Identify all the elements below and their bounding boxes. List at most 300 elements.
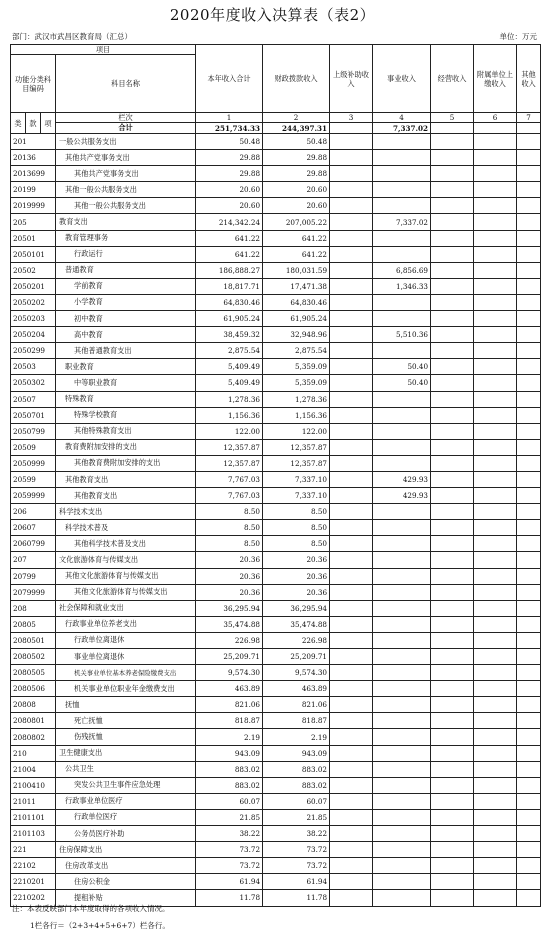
row-col7: [517, 826, 541, 842]
row-col3: [330, 182, 373, 198]
row-col7: [517, 391, 541, 407]
row-code: 221: [11, 842, 56, 858]
row-col6: [474, 407, 517, 423]
row-col1: 214,342.24: [196, 214, 263, 230]
row-col2: 7,337.10: [263, 488, 330, 504]
row-col3: [330, 455, 373, 471]
row-col7: [517, 632, 541, 648]
row-col5: [431, 761, 474, 777]
row-col1: 1,156.36: [196, 407, 263, 423]
row-col7: [517, 343, 541, 359]
row-subject-name: 其他教育费附加安排的支出: [56, 455, 196, 471]
row-col1: 20.60: [196, 182, 263, 198]
row-col4: [373, 890, 431, 906]
row-code: 21011: [11, 793, 56, 809]
row-col2: 38.22: [263, 826, 330, 842]
row-col7: [517, 262, 541, 278]
row-subject-name: 社会保障和就业支出: [56, 600, 196, 616]
row-col2: 1,156.36: [263, 407, 330, 423]
row-col1: 641.22: [196, 246, 263, 262]
row-col3: [330, 842, 373, 858]
row-code: 205: [11, 214, 56, 230]
row-col4: [373, 150, 431, 166]
row-subject-name: 普通教育: [56, 262, 196, 278]
row-col4: [373, 423, 431, 439]
row-col2: 180,031.59: [263, 262, 330, 278]
row-col3: [330, 311, 373, 327]
row-col4: 429.93: [373, 471, 431, 487]
row-col4: [373, 793, 431, 809]
row-col3: [330, 729, 373, 745]
table-row: [11, 616, 541, 632]
row-code: 2080506: [11, 681, 56, 697]
header-col1: 本年收入合计: [196, 45, 263, 113]
table-row: [11, 166, 541, 182]
table-row: [11, 649, 541, 665]
row-col4: [373, 294, 431, 310]
row-subject-name: 死亡抚恤: [56, 713, 196, 729]
table-row: [11, 439, 541, 455]
row-col2: 818.87: [263, 713, 330, 729]
row-col5: [431, 890, 474, 906]
row-subject-name: 中等职业教育: [56, 375, 196, 391]
row-col7: [517, 375, 541, 391]
row-col2: 64,830.46: [263, 294, 330, 310]
row-col4: [373, 632, 431, 648]
row-col6: [474, 584, 517, 600]
row-col3: [330, 166, 373, 182]
row-code: 20502: [11, 262, 56, 278]
row-code: 2079999: [11, 584, 56, 600]
row-code: 2050999: [11, 455, 56, 471]
row-col5: [431, 407, 474, 423]
row-col1: 5,409.49: [196, 375, 263, 391]
row-col4: [373, 391, 431, 407]
row-col5: [431, 777, 474, 793]
row-subject-name: 其他文化旅游体育与传媒支出: [56, 568, 196, 584]
row-col6: [474, 504, 517, 520]
row-col6: [474, 520, 517, 536]
footnote-1: 注：本表反映部门本年度取得的各项收入情况。: [12, 904, 170, 913]
row-col6: [474, 600, 517, 616]
table-row: [11, 504, 541, 520]
row-col2: 821.06: [263, 697, 330, 713]
row-subject-name: 机关事业单位职业年金缴费支出: [56, 681, 196, 697]
row-col7: [517, 423, 541, 439]
row-col4: 50.40: [373, 359, 431, 375]
table-row: [11, 793, 541, 809]
row-col7: [517, 246, 541, 262]
row-col2: 73.72: [263, 842, 330, 858]
row-col4: 5,510.36: [373, 327, 431, 343]
table-row: [11, 809, 541, 825]
row-col6: [474, 182, 517, 198]
total-col3: [330, 123, 373, 134]
row-col1: 20.60: [196, 198, 263, 214]
row-col2: 61,905.24: [263, 311, 330, 327]
row-col1: 20.36: [196, 552, 263, 568]
row-col5: [431, 584, 474, 600]
table-row: [11, 777, 541, 793]
row-col5: [431, 826, 474, 842]
row-subject-name: 特殊教育: [56, 391, 196, 407]
row-col1: 60.07: [196, 793, 263, 809]
row-subject-name: 机关事业单位基本养老保险缴费支出: [56, 665, 196, 681]
row-col6: [474, 681, 517, 697]
row-col7: [517, 552, 541, 568]
row-code: 2080505: [11, 665, 56, 681]
row-col5: [431, 874, 474, 890]
row-subject-name: 科学技术普及: [56, 520, 196, 536]
row-col4: [373, 874, 431, 890]
row-col3: [330, 584, 373, 600]
row-col5: [431, 665, 474, 681]
row-col6: [474, 890, 517, 906]
row-col6: [474, 874, 517, 890]
row-subject-name: 住房改革支出: [56, 858, 196, 874]
row-col1: 20.36: [196, 584, 263, 600]
table-row: [11, 311, 541, 327]
row-col6: [474, 488, 517, 504]
row-col6: [474, 150, 517, 166]
row-col6: [474, 198, 517, 214]
row-subject-name: 公务员医疗补助: [56, 826, 196, 842]
col-index-4: 4: [373, 113, 431, 123]
row-col7: [517, 649, 541, 665]
row-col3: [330, 343, 373, 359]
table-row: [11, 327, 541, 343]
row-col5: [431, 311, 474, 327]
row-col1: 20.36: [196, 568, 263, 584]
row-col4: [373, 198, 431, 214]
row-col2: 2,875.54: [263, 343, 330, 359]
row-subject-name: 行政事业单位养老支出: [56, 616, 196, 632]
row-col7: [517, 311, 541, 327]
header-lanci: 栏次: [56, 113, 196, 123]
row-col1: 8.50: [196, 520, 263, 536]
table-row: [11, 761, 541, 777]
row-col1: 9,574.30: [196, 665, 263, 681]
row-col7: [517, 584, 541, 600]
row-col7: [517, 568, 541, 584]
row-col1: 641.22: [196, 230, 263, 246]
row-col7: [517, 504, 541, 520]
table-row: [11, 471, 541, 487]
row-col3: [330, 874, 373, 890]
row-col3: [330, 391, 373, 407]
table-row: [11, 278, 541, 294]
total-label: 合计: [56, 123, 196, 134]
table-row: [11, 230, 541, 246]
row-col7: [517, 214, 541, 230]
row-col5: [431, 246, 474, 262]
row-col7: [517, 327, 541, 343]
row-col1: 73.72: [196, 842, 263, 858]
row-col6: [474, 552, 517, 568]
row-col3: [330, 471, 373, 487]
row-col7: [517, 616, 541, 632]
row-col3: [330, 536, 373, 552]
row-col3: [330, 327, 373, 343]
row-subject-name: 职业教育: [56, 359, 196, 375]
row-col5: [431, 568, 474, 584]
row-code: 20503: [11, 359, 56, 375]
row-code: 2080801: [11, 713, 56, 729]
total-col5: [431, 123, 474, 134]
row-col4: [373, 858, 431, 874]
row-col2: 1,278.36: [263, 391, 330, 407]
table-row: [11, 681, 541, 697]
row-subject-name: 其他普通教育支出: [56, 343, 196, 359]
row-col6: [474, 632, 517, 648]
row-col5: [431, 471, 474, 487]
row-col4: [373, 761, 431, 777]
table-row: [11, 600, 541, 616]
row-col1: 8.50: [196, 536, 263, 552]
row-col2: 943.09: [263, 745, 330, 761]
row-col5: [431, 455, 474, 471]
row-col5: [431, 536, 474, 552]
row-code: 2019999: [11, 198, 56, 214]
total-col7: [517, 123, 541, 134]
row-col4: [373, 182, 431, 198]
row-col4: 50.40: [373, 375, 431, 391]
row-col1: 29.88: [196, 150, 263, 166]
row-code: 210: [11, 745, 56, 761]
table-row: [11, 246, 541, 262]
row-col1: 7,767.03: [196, 471, 263, 487]
row-col5: [431, 134, 474, 150]
col-index-7: 7: [517, 113, 541, 123]
row-code: 2050202: [11, 294, 56, 310]
row-col6: [474, 858, 517, 874]
row-col4: 7,337.02: [373, 214, 431, 230]
row-col2: 8.50: [263, 504, 330, 520]
row-code: 2050302: [11, 375, 56, 391]
row-col1: 818.87: [196, 713, 263, 729]
row-col5: [431, 439, 474, 455]
row-col3: [330, 713, 373, 729]
table-row: [11, 423, 541, 439]
row-subject-name: 小学教育: [56, 294, 196, 310]
row-code: 20509: [11, 439, 56, 455]
row-col7: [517, 842, 541, 858]
row-col3: [330, 359, 373, 375]
row-code: 22102: [11, 858, 56, 874]
row-col4: [373, 166, 431, 182]
row-code: 2050203: [11, 311, 56, 327]
row-col4: [373, 809, 431, 825]
row-col4: [373, 520, 431, 536]
row-col1: 821.06: [196, 697, 263, 713]
row-col5: [431, 681, 474, 697]
table-row: [11, 455, 541, 471]
row-col1: 64,830.46: [196, 294, 263, 310]
row-subject-name: 事业单位离退休: [56, 649, 196, 665]
row-col6: [474, 230, 517, 246]
row-col7: [517, 858, 541, 874]
row-col3: [330, 407, 373, 423]
row-col1: 122.00: [196, 423, 263, 439]
row-col1: 2.19: [196, 729, 263, 745]
row-col4: [373, 568, 431, 584]
row-subject-name: 伤残抚恤: [56, 729, 196, 745]
row-subject-name: 其他教育支出: [56, 488, 196, 504]
row-subject-name: 高中教育: [56, 327, 196, 343]
row-col2: 5,359.09: [263, 359, 330, 375]
row-col5: [431, 713, 474, 729]
row-col3: [330, 150, 373, 166]
row-code: 20808: [11, 697, 56, 713]
row-col6: [474, 439, 517, 455]
row-col3: [330, 214, 373, 230]
total-col1: 251,734.33: [196, 123, 263, 134]
row-col1: 883.02: [196, 761, 263, 777]
header-func-code: 功能分类科目编码: [11, 55, 56, 113]
row-col3: [330, 246, 373, 262]
row-subject-name: 其他教育支出: [56, 471, 196, 487]
row-code: 20805: [11, 616, 56, 632]
row-subject-name: 公共卫生: [56, 761, 196, 777]
row-col2: 20.36: [263, 584, 330, 600]
row-col1: 1,278.36: [196, 391, 263, 407]
row-col3: [330, 552, 373, 568]
col-index-1: 1: [196, 113, 263, 123]
row-col3: [330, 439, 373, 455]
row-col1: 21.85: [196, 809, 263, 825]
row-col1: 463.89: [196, 681, 263, 697]
row-col1: 11.78: [196, 890, 263, 906]
row-subject-name: 行政运行: [56, 246, 196, 262]
row-col6: [474, 375, 517, 391]
row-col4: [373, 439, 431, 455]
row-col2: 32,948.96: [263, 327, 330, 343]
row-subject-name: 教育费附加安排的支出: [56, 439, 196, 455]
table-row: [11, 150, 541, 166]
row-col7: [517, 761, 541, 777]
row-code: 2050101: [11, 246, 56, 262]
table-row: [11, 407, 541, 423]
row-col4: [373, 230, 431, 246]
table-row: [11, 134, 541, 150]
row-col2: 12,357.87: [263, 439, 330, 455]
header-col4: 事业收入: [373, 45, 431, 113]
row-col7: [517, 793, 541, 809]
row-col1: 12,357.87: [196, 455, 263, 471]
row-col4: [373, 745, 431, 761]
row-code: 2210202: [11, 890, 56, 906]
row-col2: 20.36: [263, 552, 330, 568]
row-subject-name: 突发公共卫生事件应急处理: [56, 777, 196, 793]
row-col2: 8.50: [263, 520, 330, 536]
row-col7: [517, 294, 541, 310]
row-col4: [373, 713, 431, 729]
header-col7: 其他收入: [517, 45, 541, 113]
department-label: 部门：武汉市武昌区教育局（汇总）: [12, 32, 132, 41]
row-col6: [474, 713, 517, 729]
row-col5: [431, 504, 474, 520]
row-subject-name: 其他科学技术普及支出: [56, 536, 196, 552]
table-row: [11, 294, 541, 310]
row-col3: [330, 616, 373, 632]
row-col4: [373, 407, 431, 423]
row-col7: [517, 536, 541, 552]
table-row: [11, 826, 541, 842]
row-col3: [330, 809, 373, 825]
row-col2: 883.02: [263, 761, 330, 777]
row-col4: [373, 584, 431, 600]
header-col3: 上级补助收入: [330, 45, 373, 113]
row-col1: 12,357.87: [196, 439, 263, 455]
header-col5: 经营收入: [431, 45, 474, 113]
row-col3: [330, 230, 373, 246]
row-col3: [330, 649, 373, 665]
row-col1: 61.94: [196, 874, 263, 890]
row-subject-name: 其他一般公共服务支出: [56, 182, 196, 198]
row-col3: [330, 890, 373, 906]
row-col5: [431, 166, 474, 182]
row-col6: [474, 343, 517, 359]
row-code: 208: [11, 600, 56, 616]
row-col6: [474, 842, 517, 858]
row-code: 20501: [11, 230, 56, 246]
row-col3: [330, 278, 373, 294]
row-col4: [373, 842, 431, 858]
table-row: [11, 632, 541, 648]
row-col2: 29.88: [263, 150, 330, 166]
header-subject-name: 科目名称: [56, 55, 196, 113]
row-col4: [373, 455, 431, 471]
col-index-3: 3: [330, 113, 373, 123]
total-col6: [474, 123, 517, 134]
row-col2: 21.85: [263, 809, 330, 825]
row-subject-name: 其他共产党事务支出: [56, 166, 196, 182]
header-kuan: 款: [26, 113, 41, 134]
row-col2: 20.36: [263, 568, 330, 584]
row-subject-name: 其他共产党事务支出: [56, 150, 196, 166]
header-col6: 附属单位上缴收入: [474, 45, 517, 113]
row-col5: [431, 391, 474, 407]
row-col2: 20.60: [263, 182, 330, 198]
row-subject-name: 特殊学校教育: [56, 407, 196, 423]
row-col1: 36,295.94: [196, 600, 263, 616]
row-col1: 943.09: [196, 745, 263, 761]
row-col6: [474, 793, 517, 809]
row-col1: 8.50: [196, 504, 263, 520]
row-col3: [330, 134, 373, 150]
row-col5: [431, 214, 474, 230]
row-subject-name: 初中教育: [56, 311, 196, 327]
header-item: 项目: [11, 45, 196, 55]
row-col6: [474, 665, 517, 681]
row-col5: [431, 520, 474, 536]
row-subject-name: 一般公共服务支出: [56, 134, 196, 150]
row-col2: 641.22: [263, 246, 330, 262]
row-col3: [330, 858, 373, 874]
row-col1: 883.02: [196, 777, 263, 793]
row-col4: [373, 343, 431, 359]
row-col6: [474, 616, 517, 632]
row-col4: 1,346.33: [373, 278, 431, 294]
income-table: [10, 44, 541, 907]
col-index-6: 6: [474, 113, 517, 123]
row-code: 2060799: [11, 536, 56, 552]
row-col6: [474, 311, 517, 327]
row-col6: [474, 294, 517, 310]
row-col6: [474, 246, 517, 262]
row-code: 20799: [11, 568, 56, 584]
row-col6: [474, 423, 517, 439]
